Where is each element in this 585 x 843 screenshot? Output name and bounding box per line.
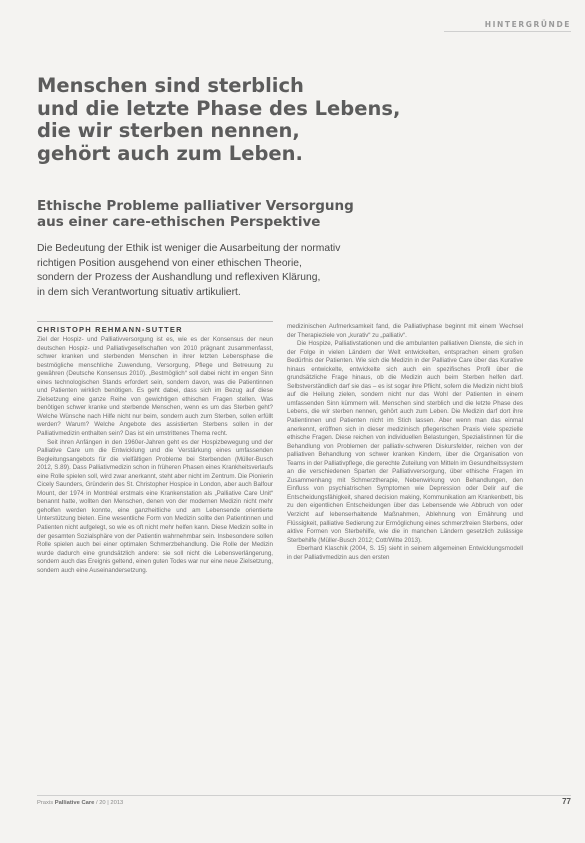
headline: [37, 75, 477, 165]
subtitle-line: Ethische Probleme palliativer Versorgung: [37, 198, 354, 214]
section-tag: HINTERGRÜNDE: [484, 20, 571, 29]
footer-rule: [37, 795, 571, 796]
subtitle: [37, 198, 457, 230]
body-paragraph: Eberhard Klaschik (2004, S. 15) sieht in seinem allgemeinen Entwicklungsmodell in der Palliativmedizin aus den ersten: [287, 545, 523, 561]
headline-line: und die letzte Phase des Lebens,: [37, 96, 401, 120]
author-name: CHRISTOPH REHMANN-SUTTER: [37, 325, 183, 334]
section-tag-rule: [444, 31, 571, 32]
body-column-left: [37, 336, 273, 788]
headline-line: Menschen sind sterblich: [37, 74, 304, 97]
headline-line: die wir sterben nennen,: [37, 119, 300, 142]
footer-journal-name: Palliative Care: [54, 800, 95, 806]
body-paragraph: medizinischen Aufmerksamkeit fand, die Palliativphase beginnt mit einem Wechsel der Therapieziele von „kurativ“ zu „palliativ“.: [287, 323, 523, 339]
lead-line: in dem sich Verantwortung situativ artikuliert.: [37, 286, 241, 298]
lead-line: sondern der Prozess der Aushandlung und reflexiven Klärung,: [37, 272, 321, 284]
footer-journal: [37, 800, 123, 806]
subtitle-line: aus einer care-ethischen Perspektive: [37, 214, 321, 230]
author-rule: [37, 321, 273, 322]
lead-line: Die Bedeutung der Ethik ist weniger die Ausarbeitung der normativ: [37, 243, 341, 254]
body-paragraph: Ziel der Hospiz- und Palliativversorgung ist es, wie es der Konsensus der neun deutschen Hospiz- und Palliativgesellschaften von 2010 prägnant zusammenfasst, schwer kranken und sterbenden Menschen in ihrer letzten Lebensphase die bestmögliche menschliche Zuwendung, Versorgung, Pflege und Betreuung zu gewähren (Deutsche Konsensus 2010). „Bestmöglich“ soll dabei nicht im engen Sinn eines technologischen Stands erfordert sein, sondern davon, was die Patientinnen und Patienten wirklich benötigen. Es geht dabei, dass sich im Bezug auf diese Zielsetzung eine ganze Reihe von gewichtigen ethischen Fragen stellen. Was benötigen schwer kranke und sterbende Menschen, wenn es um das Sterben geht? Welche Wünsche nach Hilfe nicht nur beim, sondern auch zum Sterben, sollen erfüllt werden? Warum? Welche Angebote des assistierten Sterbens sollen in der Palliativmedizin enthalten sein? Das ist ein umstrittenes Thema recht.: [37, 336, 273, 438]
headline-line: gehört auch zum Leben.: [37, 141, 303, 165]
page-number: 77: [562, 797, 571, 806]
lead-line: richtigen Position ausgehend von einer ethischen Theorie,: [37, 257, 302, 269]
body-paragraph: Seit ihren Anfängen in den 1960er-Jahren geht es der Hospizbewegung und der Palliative Care um die Entwicklung und die Verstärkung eines umfassenden Begleitungsangebots für die vielfältigen Probleme bei Sterbenden (Müller-Busch 2012, S.89). Dass Palliativmedizin schon in früheren Phasen eines Krankheitsverlaufs eine Rolle spielen soll, wird zwar anerkannt, steht aber nicht im Zentrum. Die Pionierin Cicely Saunders, Gründerin des St. Christopher Hospice in London, aber auch Balfour Mount, der 1974 in Montréal erstmals eine Krankenstation als „Palliative Care Unit“ benannt hatte, wollten den Menschen, denen von der modernen Medizin nicht mehr geholfen werden konnte, eine ganzheitliche und am Lebensende orientierte Unterstützung bieten. Eine wesentliche Form von Medizin sollte den Patientinnen und Patienten nicht aufgelegt, so wie es oft nicht mehr helfen kann. Diese Medizin sollte in der gesamten Sozialsphäre von der Patientin wahrnehmbar sein. Insbesondere sollen Rolle spielen auch bei einer optimalen Schmerzbehandlung. Die Rolle der Medizin wurde dadurch eine grundsätzlich andere: sie soll nicht die Lebensverlängerung, sondern auch das Ereignis geltend, einen guten Todes war nur eine neue Zielsetzung, sondern auch eine Auseinandersetzung.: [37, 438, 273, 574]
footer-journal-prefix: Praxis: [37, 800, 55, 806]
footer-issue: / 20 | 2013: [94, 800, 124, 806]
body-column-right: [287, 323, 523, 788]
body-paragraph: Die Hospize, Palliativstationen und die ambulanten palliativen Dienste, die sich in der Folge in vielen Ländern der Welt entwickelten, entsprachen einem großen Bedürfnis der Patienten. Wie sich die Medizin in der Palliative Care über das Kurative hinaus entwickelte, entwickelte sich auch ein spezifisches Profil über die grundsätzliche Frage hinaus, ob die Medizin auch beim Sterben helfen darf. Selbstverständlich darf sie das – es ist sogar ihre Pflicht, sofern die Medizin nicht bloß auf die Heilung zielen, sondern nicht nur das Wohl der Patienten in einem umfassenden Sinn kümmern will. Menschen sind sterblich und die letzte Phase des Lebens, die wir sterben nennen, gehört auch zum Leben. Die Medizin darf dort ihre Patientinnen und Patienten nicht im Stich lassen. Aber wenn man das einmal anerkennt, eröffnen sich in dieser medizinisch pflegerischen Praxis viele spezielle ethische Fragen. Diese reichen von individuellen Belastungen, Spezialistinnen für die Behandlung von Problemen der palliativ-schweren Diskursfelder, reichen von der palliativen Behandlung von schwer kranken Kindern, über die Organisation von Teams in der Palliativpflege, die gerechte Zuteilung von Mitteln im Gesundheitssystem an die verschiedenen Sparten der Palliativversorgung, über ethische Fragen im Zusammenhang mit Schmerztherapie, Nebenwirkung von Behandlungen, den Einfluss von psychiatrischen Symptomen wie Depression oder Delir auf die Entscheidungsfähigkeit, shared decision making, Kommunikation am Krankenbett, bis zu den eigentlichen Entscheidungen über das Lebensende wie Abbruch von oder Verzicht auf lebenserhaltende Maßnahmen, Ablehnung von Ernährung und Flüssigkeit, palliative Sedierung zur Ermöglichung eines schmerzfreien Sterbens, oder aktive Formen von Sterbehilfe, wie die in manchen Ländern gesetzlich zulässige Sterbehilfe (Müller-Busch 2012; Cott/Witte 2013).: [287, 340, 523, 544]
lead-paragraph: [37, 242, 477, 300]
